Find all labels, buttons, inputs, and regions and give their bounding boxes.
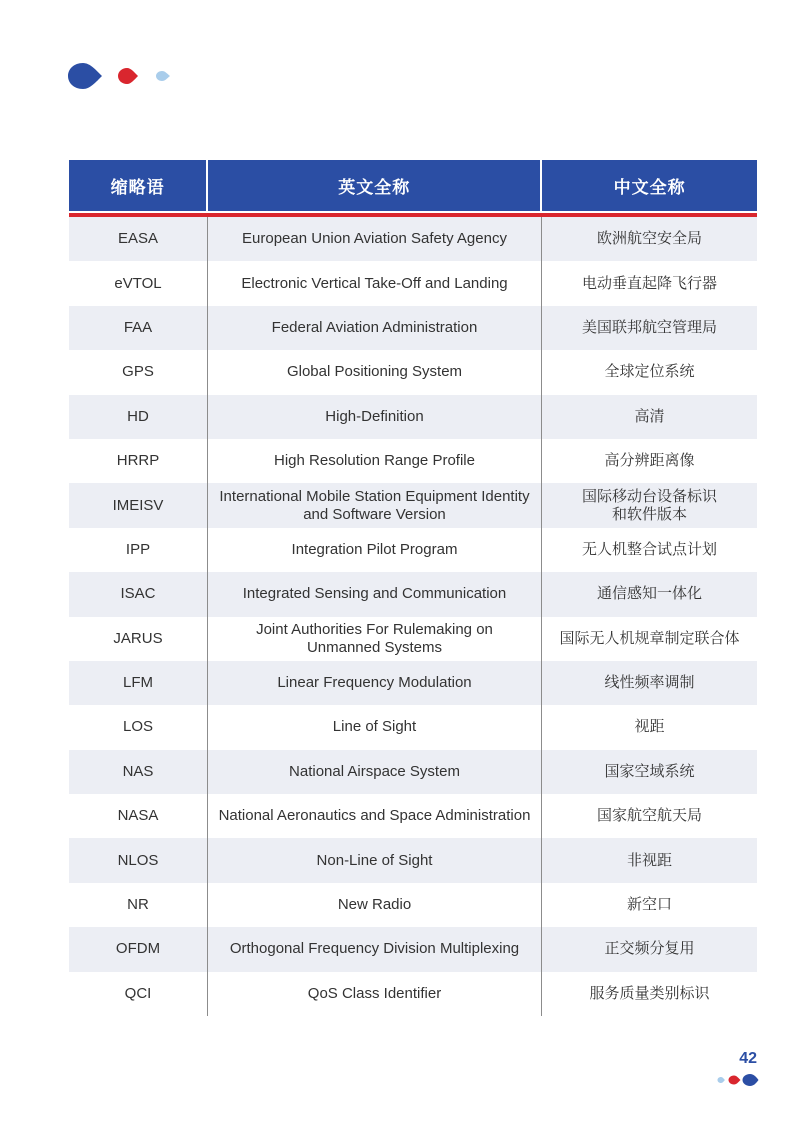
- table-header: [69, 160, 757, 213]
- cell-english-name: High-Definition: [207, 395, 541, 439]
- cell-english-name: Federal Aviation Administration: [207, 306, 541, 350]
- table-row: [69, 483, 757, 527]
- cell-abbreviation: OFDM: [115, 940, 161, 958]
- cell-chinese-name: 视距: [541, 705, 757, 749]
- cell-english-name: International Mobile Station Equipment Identity and Software Version: [207, 483, 541, 527]
- cell-chinese-name: 美国联邦航空管理局: [541, 306, 757, 350]
- cell-chinese-name: 国际移动台设备标识 和软件版本: [541, 483, 757, 527]
- cell-chinese-name: 国际无人机规章制定联合体: [541, 617, 757, 661]
- table-row: [69, 439, 757, 483]
- table-row: [69, 794, 757, 838]
- table-row: [69, 705, 757, 749]
- cell-english-name: Linear Frequency Modulation: [207, 661, 541, 705]
- cell-english-name: Joint Authorities For Rulemaking on Unmanned Systems: [207, 617, 541, 661]
- cell-english-name: Line of Sight: [207, 705, 541, 749]
- header-chinese-name: 中文全称: [540, 160, 757, 211]
- cell-abbreviation: HRRP: [116, 452, 160, 470]
- cell-english-name: Integrated Sensing and Communication: [207, 572, 541, 616]
- table-row: [69, 350, 757, 394]
- cell-abbreviation: NASA: [117, 807, 159, 825]
- cell-chinese-name: 新空口: [541, 883, 757, 927]
- table-row: [69, 572, 757, 616]
- cell-chinese-name: 非视距: [541, 838, 757, 882]
- cell-chinese-name: 电动垂直起降飞行器: [541, 261, 757, 305]
- cell-english-name: High Resolution Range Profile: [207, 439, 541, 483]
- cell-chinese-name: 通信感知一体化: [541, 572, 757, 616]
- table-row: [69, 395, 757, 439]
- table-row: [69, 661, 757, 705]
- table-row: [69, 528, 757, 572]
- cell-english-name: National Aeronautics and Space Administration: [207, 794, 541, 838]
- cell-english-name: Integration Pilot Program: [207, 528, 541, 572]
- abbreviation-table: [69, 160, 757, 1016]
- table-row: [69, 838, 757, 882]
- page-number: 42: [739, 1050, 757, 1067]
- cell-abbreviation: eVTOL: [114, 274, 162, 292]
- cell-chinese-name: 服务质量类别标识: [541, 972, 757, 1016]
- cell-abbreviation: EASA: [117, 230, 159, 248]
- table-row: [69, 927, 757, 971]
- table-row: [69, 261, 757, 305]
- cell-chinese-name: 国家空域系统: [541, 750, 757, 794]
- cell-abbreviation: QCI: [124, 984, 152, 1002]
- cell-abbreviation: NR: [127, 896, 149, 914]
- cell-chinese-name: 线性频率调制: [541, 661, 757, 705]
- cell-chinese-name: 正交频分复用: [541, 927, 757, 971]
- cell-abbreviation: FAA: [123, 318, 153, 336]
- cell-abbreviation: NLOS: [117, 851, 159, 869]
- cell-english-name: New Radio: [207, 883, 541, 927]
- cell-english-name: Non-Line of Sight: [207, 838, 541, 882]
- cell-chinese-name: 高清: [541, 395, 757, 439]
- cell-abbreviation: IPP: [125, 540, 151, 558]
- logo-drops-icon: [66, 60, 186, 92]
- cell-abbreviation: NAS: [122, 762, 154, 780]
- table-row: [69, 750, 757, 794]
- cell-chinese-name: 高分辨距离像: [541, 439, 757, 483]
- cell-abbreviation: GPS: [122, 363, 154, 381]
- cell-abbreviation: LFM: [123, 674, 153, 692]
- cell-english-name: Global Positioning System: [207, 350, 541, 394]
- cell-abbreviation: JARUS: [113, 629, 163, 647]
- footer-drops-icon: [717, 1073, 759, 1087]
- table-row: [69, 217, 757, 261]
- cell-chinese-name: 无人机整合试点计划: [541, 528, 757, 572]
- table-row: [69, 306, 757, 350]
- table-row: [69, 972, 757, 1016]
- cell-chinese-name: 欧洲航空安全局: [541, 217, 757, 261]
- cell-chinese-name: 全球定位系统: [541, 350, 757, 394]
- table-row: [69, 617, 757, 661]
- table-row: [69, 883, 757, 927]
- cell-abbreviation: ISAC: [120, 585, 156, 603]
- cell-english-name: Electronic Vertical Take-Off and Landing: [207, 261, 541, 305]
- cell-abbreviation: HD: [127, 407, 149, 425]
- cell-chinese-name: 国家航空航天局: [541, 794, 757, 838]
- cell-english-name: National Airspace System: [207, 750, 541, 794]
- cell-abbreviation: IMEISV: [112, 496, 164, 514]
- cell-abbreviation: LOS: [122, 718, 153, 736]
- cell-english-name: QoS Class Identifier: [207, 972, 541, 1016]
- header-abbreviation: 缩略语: [110, 178, 165, 197]
- cell-english-name: Orthogonal Frequency Division Multiplexing: [207, 927, 541, 971]
- header-english-name: 英文全称: [206, 160, 540, 211]
- cell-english-name: European Union Aviation Safety Agency: [207, 217, 541, 261]
